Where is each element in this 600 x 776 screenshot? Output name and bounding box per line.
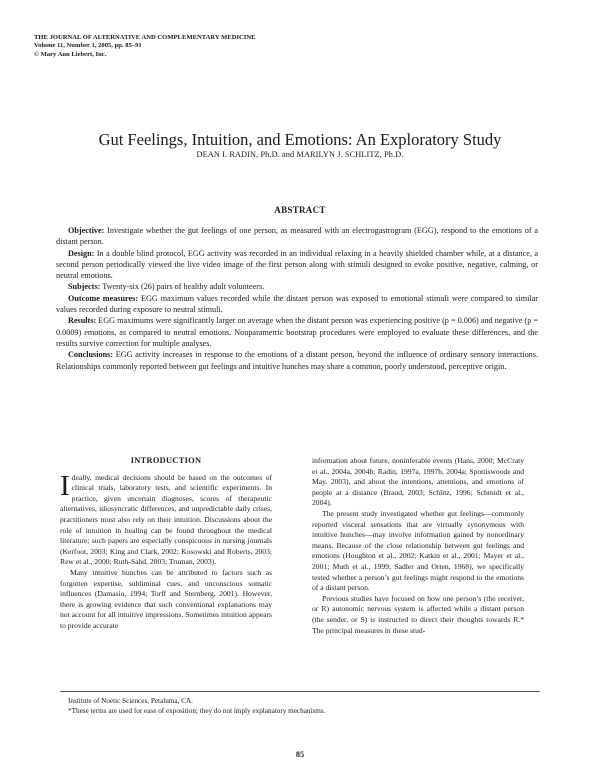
subjects-label: Subjects: bbox=[68, 282, 101, 292]
results-label: Results: bbox=[68, 316, 97, 326]
outcome-text: EGG maximum values recorded while the distant person was exposed to emotional stimuli were compared to similar values recorded during exposure to neutral stimuli. bbox=[56, 293, 538, 315]
footnotes bbox=[60, 696, 540, 716]
paper-authors: DEAN I. RADIN, Ph.D. and MARILYN J. SCHLITZ, Ph.D. bbox=[196, 150, 404, 159]
footnote-affiliation: Institute of Noetic Sciences, Petaluma, CA. bbox=[68, 697, 193, 705]
intro-paragraph-4: The present study investigated whether gut feelings—commonly reported visceral sensations that are virtually synonymous with intuitive hunches—may involve information gained by nonordinary means. Because of the close relationship between gut feelings and emotions (Houghton et al., 2002; Katkin et al., 2001; Mayer et al., 2001; Muth et al., 1999; Sadler and Orten, 1968), we specifically tested whether a person’s gut feelings might respond to the emotions of a distant person. bbox=[312, 508, 524, 593]
intro-paragraph-3: information about future, noninferable events (Hans, 2000; McCraty et al., 2004a, 2004b; Radin, 1997a, 1997b, 2004a; Spottiswoode and May, 2003), and about the intentions, attentions, and emotions of people at a distance (Braud, 2003; Schlitz, 1996; Schmidt et al., 2004). bbox=[312, 456, 524, 508]
outcome-label: Outcome measures: bbox=[68, 293, 139, 303]
intro-paragraph-1-text: deally, medical decisions should be based on the outcomes of clinical trials, laboratory tests, and scientific experiments. In practice, given uncertain diagnoses, scores of therapeutic alternatives, idiosyncratic differences, and unpredictable daily crises, practitioners must also rely on their intuition. Discussions about the role of intuition in healing can be found throughout the medical literature; such papers are especially conspicuous in nursing journals (Kerfoot, 2003; King and Clark, 2002; Kosowski and Roberts, 2003; Rew et al., 2000; Ruth-Sahd, 2003; Truman, 2003). bbox=[60, 472, 272, 567]
drop-cap: I bbox=[60, 469, 70, 502]
abstract-conclusions bbox=[56, 349, 538, 372]
intro-paragraph-2: Many intuitive hunches can be attributed to factors such as forgotten expertise, subliminal cues, and unconscious somatic influences (Damasio, 1994; Torff and Sternberg, 2001). However, there is growing evidence that such conventional explanations may not account for all intuitive impressions. Sometimes intuition appears to provide accurate bbox=[60, 567, 272, 630]
abstract-heading: ABSTRACT bbox=[274, 205, 326, 215]
right-column bbox=[312, 456, 524, 636]
introduction-heading: INTRODUCTION bbox=[130, 456, 202, 465]
journal-header bbox=[34, 34, 256, 59]
results-text: EGG maximums were significantly larger on average when the distant person was experiencing positive (p = 0.006) and negative (p = 0.0009) emotions, as compared to neutral emotions. Nonparametric bootstrap procedures were employed to evaluate these differences, and the results survive correction for multiple analyses. bbox=[56, 316, 539, 348]
page-number: 85 bbox=[295, 750, 305, 759]
journal-name: THE JOURNAL OF ALTERNATIVE AND COMPLEMENTARY MEDICINE bbox=[34, 34, 256, 41]
conclusions-text: EGG activity increases in response to the emotions of a distant person, beyond the influence of ordinary sensory interactions. Relationships commonly reported between gut feelings and intuitive hunches may share a common, poorly understood, perceptive origin. bbox=[56, 350, 538, 371]
intro-paragraph-1 bbox=[60, 469, 272, 568]
subjects-text: Twenty-six (26) pairs of healthy adult volunteers. bbox=[102, 282, 265, 292]
abstract-results bbox=[56, 315, 538, 349]
footnote-divider bbox=[60, 691, 540, 692]
design-label: Design: bbox=[68, 248, 95, 258]
abstract-body bbox=[56, 225, 538, 372]
abstract-design bbox=[56, 248, 538, 282]
abstract-outcome bbox=[56, 293, 538, 316]
objective-text: Investigate whether the gut feelings of one person, as measured with an electrogastrogram (EGG), respond to the emotions of a distant person. bbox=[56, 226, 538, 247]
intro-paragraph-5: Previous studies have focused on how one person’s (the receiver, or R) autonomic nervous system is affected while a distant person (the sender, or S) is instructed to direct their thoughts towards R.* The principal measures in these stud- bbox=[312, 593, 524, 635]
abstract-objective bbox=[56, 225, 538, 248]
journal-copyright: © Mary Ann Liebert, Inc. bbox=[34, 50, 107, 58]
conclusions-label: Conclusions: bbox=[68, 350, 114, 360]
paper-title: Gut Feelings, Intuition, and Emotions: An Exploratory Study bbox=[98, 130, 502, 149]
abstract-subjects bbox=[56, 281, 538, 292]
journal-volume: Volume 11, Number 1, 2005, pp. 85–91 bbox=[34, 42, 142, 50]
left-column bbox=[60, 456, 272, 632]
objective-label: Objective: bbox=[68, 226, 105, 235]
footnote-note: *These terms are used for ease of exposition; they do not imply explanatory mechanisms. bbox=[68, 707, 326, 715]
design-text: In a double blind protocol, EGG activity was recorded in an individual relaxing in a heavily shielded chamber while, at a distance, a second person periodically viewed the live video image of the first person along with stimuli designed to evoke positive, negative, calming, or neutral emotions. bbox=[56, 248, 538, 281]
